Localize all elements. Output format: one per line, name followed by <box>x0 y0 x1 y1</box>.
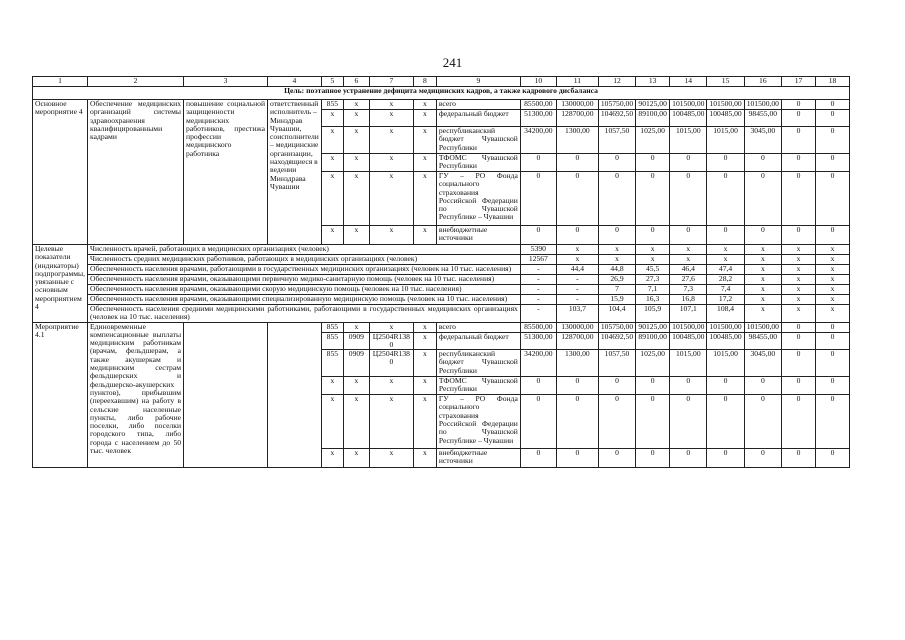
table-cell: 0 <box>598 377 635 395</box>
indicator-value: - <box>556 285 598 295</box>
table-cell: 89100,00 <box>636 332 670 350</box>
program-table <box>32 76 850 468</box>
table-cell: 855 <box>321 322 343 332</box>
table-cell: 0 <box>670 377 707 395</box>
table-cell: 0 <box>556 226 598 245</box>
table-cell: 0 <box>636 154 670 172</box>
table-cell: x <box>321 395 343 449</box>
table-cell: 0909 <box>343 332 369 350</box>
indicator-value: 46,4 <box>670 265 707 275</box>
indicator-name: Численность врачей, работающих в медицинских организациях (человек) <box>88 245 521 255</box>
column-number: 10 <box>520 77 556 87</box>
indicators-label: Целевые показатели (индикаторы) подпрограммы, увязанные с основным мероприятием 4 <box>33 245 88 323</box>
table-cell: 0 <box>744 395 781 449</box>
indicator-value: x <box>556 255 598 265</box>
table-cell: 128700,00 <box>556 110 598 127</box>
indicator-value: 44,4 <box>556 265 598 275</box>
event-name: Основное мероприятие 4 <box>33 100 88 245</box>
table-cell: 0 <box>556 377 598 395</box>
table-cell: 0 <box>781 154 815 172</box>
indicator-row <box>33 245 850 255</box>
table-cell: x <box>413 449 436 468</box>
table-cell: x <box>413 395 436 449</box>
indicator-value: x <box>556 245 598 255</box>
table-cell: x <box>343 172 369 226</box>
table-cell: 101500,00 <box>744 100 781 110</box>
table-cell: 0 <box>744 226 781 245</box>
column-number: 11 <box>556 77 598 87</box>
table-cell: 0 <box>781 322 815 332</box>
header-row <box>33 77 850 87</box>
indicator-value: x <box>815 295 849 305</box>
indicator-name: Обеспеченность населения врачами, оказывающими специализированную медицинскую помощь (человек на 10 тыс. населения) <box>88 295 521 305</box>
table-cell: x <box>369 110 413 127</box>
indicator-value: x <box>815 285 849 295</box>
funding-source: ТФОМС Чувашской Республики <box>436 377 520 395</box>
table-cell: 101500,00 <box>707 322 744 332</box>
table-cell: 0 <box>815 110 849 127</box>
table-cell: 0 <box>670 172 707 226</box>
indicator-value: 16,3 <box>636 295 670 305</box>
table-cell: 98455,00 <box>744 332 781 350</box>
table-cell: x <box>369 377 413 395</box>
table-cell: 0 <box>556 172 598 226</box>
table-cell: 0 <box>556 395 598 449</box>
table-cell: 0 <box>781 377 815 395</box>
indicator-value: - <box>520 295 556 305</box>
table-cell: 101500,00 <box>707 100 744 110</box>
table-cell: 0 <box>707 226 744 245</box>
table-cell: 0 <box>744 172 781 226</box>
table-cell: 98455,00 <box>744 110 781 127</box>
indicator-value: x <box>744 275 781 285</box>
table-cell: 1015,00 <box>707 350 744 377</box>
funding-source: внебюджетные источники <box>436 449 520 468</box>
table-cell: 0 <box>670 449 707 468</box>
funding-source: республиканский бюджет Чувашской Республики <box>436 127 520 154</box>
indicator-value: 104,4 <box>598 305 635 323</box>
table-cell: 0 <box>520 395 556 449</box>
table-cell: 101500,00 <box>744 322 781 332</box>
table-cell: 34200,00 <box>520 350 556 377</box>
indicator-value: 44,8 <box>598 265 635 275</box>
table-cell: x <box>369 226 413 245</box>
table-cell: 0 <box>781 127 815 154</box>
event-task: повышение социальной защищенности медицинских работников, престижа профессии медицинского работника <box>184 100 268 245</box>
table-cell: 1025,00 <box>636 350 670 377</box>
indicator-value: 16,8 <box>670 295 707 305</box>
indicator-name: Численность средних медицинских работников, работающих в медицинских организациях (человек) <box>88 255 521 265</box>
table-cell: x <box>369 172 413 226</box>
column-number: 8 <box>413 77 436 87</box>
table-cell: 1300,00 <box>556 350 598 377</box>
table-cell: x <box>369 100 413 110</box>
table-cell: 0 <box>636 395 670 449</box>
table-cell: 0 <box>744 377 781 395</box>
table-cell: 0 <box>670 154 707 172</box>
indicator-value: - <box>520 275 556 285</box>
table-cell: 0 <box>781 395 815 449</box>
table-cell: 0 <box>815 172 849 226</box>
column-number: 13 <box>636 77 670 87</box>
event-description: Обеспечение медицинских организаций системы здравоохранения квалифицированными кадрами <box>88 100 184 245</box>
table-cell: 855 <box>321 100 343 110</box>
table-cell: x <box>321 226 343 245</box>
indicator-row <box>33 275 850 285</box>
event-name: Мероприятие 4.1 <box>33 322 88 468</box>
table-cell: 0 <box>598 172 635 226</box>
indicator-value: 108,4 <box>707 305 744 323</box>
table-cell: 0 <box>520 226 556 245</box>
indicator-value: 27,6 <box>670 275 707 285</box>
table-cell: x <box>369 449 413 468</box>
indicator-value: - <box>556 275 598 285</box>
funding-source: федеральный бюджет <box>436 110 520 127</box>
indicator-value: x <box>670 245 707 255</box>
column-number: 15 <box>707 77 744 87</box>
indicator-name: Обеспеченность населения врачами, работающими в государственных медицинских организациях (человек на 10 тыс. населения) <box>88 265 521 275</box>
indicator-value: 17,2 <box>707 295 744 305</box>
table-cell: 0 <box>781 110 815 127</box>
indicator-value: x <box>636 245 670 255</box>
table-cell: 0 <box>815 322 849 332</box>
table-cell: x <box>413 226 436 245</box>
indicator-value: x <box>598 255 635 265</box>
column-number: 18 <box>815 77 849 87</box>
indicator-value: x <box>781 295 815 305</box>
table-cell: x <box>413 127 436 154</box>
table-cell: 0 <box>781 350 815 377</box>
indicator-value: - <box>556 295 598 305</box>
indicator-value: x <box>744 305 781 323</box>
table-cell: 0 <box>781 226 815 245</box>
table-cell: x <box>321 449 343 468</box>
indicator-value: x <box>598 245 635 255</box>
table-cell: 0 <box>636 449 670 468</box>
indicator-value: 15,9 <box>598 295 635 305</box>
table-cell: 0 <box>707 154 744 172</box>
table-cell: 130000,00 <box>556 100 598 110</box>
table-cell: 0 <box>636 172 670 226</box>
indicator-value: x <box>781 255 815 265</box>
indicator-value: x <box>781 265 815 275</box>
indicator-value: 103,7 <box>556 305 598 323</box>
table-cell: 0 <box>815 332 849 350</box>
indicator-value: x <box>707 245 744 255</box>
table-cell: 51300,00 <box>520 110 556 127</box>
table-cell: x <box>343 154 369 172</box>
table-cell: 855 <box>321 350 343 377</box>
table-cell: Ц2504R1380 <box>369 332 413 350</box>
table-cell: x <box>343 449 369 468</box>
table-cell: x <box>369 322 413 332</box>
table-row <box>33 100 850 110</box>
indicator-value: x <box>744 295 781 305</box>
table-cell: 0 <box>707 395 744 449</box>
table-cell: x <box>343 322 369 332</box>
indicator-value: x <box>636 255 670 265</box>
table-cell: 0 <box>636 226 670 245</box>
table-cell: 0 <box>815 127 849 154</box>
table-cell: 100485,00 <box>707 332 744 350</box>
table-cell: 0909 <box>343 350 369 377</box>
table-cell: 3045,00 <box>744 127 781 154</box>
table-cell: 85500,00 <box>520 100 556 110</box>
table-cell: x <box>321 172 343 226</box>
indicator-value: x <box>707 255 744 265</box>
column-number: 5 <box>321 77 343 87</box>
funding-source: ГУ – РО Фонда социального страхования Российской Федерации по Чувашской Республике – Чувашии <box>436 395 520 449</box>
indicator-name: Обеспеченность населения врачами, оказывающими первичную медико-санитарную помощь (человек на 10 тыс. населения) <box>88 275 521 285</box>
table-cell: 1025,00 <box>636 127 670 154</box>
indicator-value: - <box>520 305 556 323</box>
table-cell: x <box>321 154 343 172</box>
indicator-name: Обеспеченность населения средними медицинскими работниками, работающими в государственных медицинских организациях (человек на 10 тыс. населения) <box>88 305 521 323</box>
table-cell: 0 <box>781 100 815 110</box>
indicator-value: x <box>815 265 849 275</box>
indicator-value: 105,9 <box>636 305 670 323</box>
indicator-value: 7,4 <box>707 285 744 295</box>
table-cell: 0 <box>598 449 635 468</box>
table-cell: 100485,00 <box>670 332 707 350</box>
table-cell: x <box>413 377 436 395</box>
column-number: 4 <box>268 77 322 87</box>
column-number: 14 <box>670 77 707 87</box>
table-cell: 0 <box>670 226 707 245</box>
table-cell: 1300,00 <box>556 127 598 154</box>
event-executor <box>268 322 322 468</box>
indicator-value: 7,1 <box>636 285 670 295</box>
table-cell: x <box>343 226 369 245</box>
page-number: 241 <box>442 55 463 70</box>
event-executor: ответственный исполнитель – Минздрав Чувашии, соисполнители – медицинские организации, находящиеся в ведении Минздрава Чувашии <box>268 100 322 245</box>
table-cell: 0 <box>707 172 744 226</box>
column-number: 12 <box>598 77 635 87</box>
table-cell: x <box>369 154 413 172</box>
table-cell: 128700,00 <box>556 332 598 350</box>
table-cell: 855 <box>321 332 343 350</box>
table-cell: x <box>369 127 413 154</box>
table-row <box>33 322 850 332</box>
table-cell: 105750,00 <box>598 100 635 110</box>
table-cell: x <box>321 110 343 127</box>
table-cell: 105750,00 <box>598 322 635 332</box>
table-cell: x <box>413 332 436 350</box>
column-number: 9 <box>436 77 520 87</box>
indicator-value: 26,9 <box>598 275 635 285</box>
table-cell: 0 <box>815 154 849 172</box>
table-cell: x <box>343 395 369 449</box>
indicator-row <box>33 265 850 275</box>
funding-source: республиканский бюджет Чувашской Республики <box>436 350 520 377</box>
table-cell: 101500,00 <box>670 100 707 110</box>
indicator-value: 47,4 <box>707 265 744 275</box>
table-cell: 104692,50 <box>598 332 635 350</box>
indicator-value: 27,3 <box>636 275 670 285</box>
table-cell: 130000,00 <box>556 322 598 332</box>
table-cell: 0 <box>670 395 707 449</box>
table-cell: 0 <box>598 154 635 172</box>
table-cell: 0 <box>744 154 781 172</box>
indicator-value: x <box>744 245 781 255</box>
table-cell: 0 <box>520 172 556 226</box>
indicator-value: x <box>815 305 849 323</box>
funding-source: всего <box>436 100 520 110</box>
table-cell: 0 <box>520 449 556 468</box>
table-cell: x <box>413 350 436 377</box>
table-cell: 1057,50 <box>598 127 635 154</box>
table-cell: x <box>413 110 436 127</box>
event-task <box>184 322 268 468</box>
column-number: 2 <box>88 77 184 87</box>
funding-source: ГУ – РО Фонда социального страхования Российской Федерации по Чувашской Республике – Чувашии <box>436 172 520 226</box>
indicator-value: x <box>815 245 849 255</box>
table-cell: 0 <box>556 449 598 468</box>
table-cell: 1015,00 <box>707 127 744 154</box>
table-cell: 100485,00 <box>707 110 744 127</box>
table-cell: 90125,00 <box>636 100 670 110</box>
table-cell: 0 <box>815 100 849 110</box>
column-number: 17 <box>781 77 815 87</box>
indicator-value: x <box>744 265 781 275</box>
table-cell: 1015,00 <box>670 350 707 377</box>
indicator-value: x <box>815 275 849 285</box>
table-cell: x <box>343 110 369 127</box>
table-cell: 0 <box>815 377 849 395</box>
table-cell: 90125,00 <box>636 322 670 332</box>
table-cell: 0 <box>815 449 849 468</box>
indicator-value: 7,3 <box>670 285 707 295</box>
column-number: 16 <box>744 77 781 87</box>
indicator-row <box>33 295 850 305</box>
table-cell: 0 <box>598 395 635 449</box>
table-cell: x <box>413 322 436 332</box>
indicator-value: 5390 <box>520 245 556 255</box>
indicator-row <box>33 255 850 265</box>
table-cell: 89100,00 <box>636 110 670 127</box>
table-cell: 0 <box>781 172 815 226</box>
indicator-row <box>33 305 850 323</box>
indicator-value: x <box>744 255 781 265</box>
table-cell: 0 <box>707 377 744 395</box>
table-cell: x <box>343 127 369 154</box>
table-cell: 104692,50 <box>598 110 635 127</box>
funding-source: федеральный бюджет <box>436 332 520 350</box>
indicator-value: 107,1 <box>670 305 707 323</box>
table-cell: 0 <box>556 154 598 172</box>
indicator-value: 12567 <box>520 255 556 265</box>
column-number: 6 <box>343 77 369 87</box>
table-cell: 100485,00 <box>670 110 707 127</box>
table-cell: x <box>321 127 343 154</box>
indicator-name: Обеспеченность населения врачами, оказывающими скорую медицинскую помощь (человек на 10 тыс. населения) <box>88 285 521 295</box>
goal-text: Цель: поэтапное устранение дефицита медицинских кадров, а также кадрового дисбаланса <box>33 87 850 100</box>
indicator-value: x <box>781 245 815 255</box>
table-cell: 51300,00 <box>520 332 556 350</box>
indicator-value: x <box>781 285 815 295</box>
table-cell: 101500,00 <box>670 322 707 332</box>
indicator-value: 45,5 <box>636 265 670 275</box>
table-cell: 0 <box>520 377 556 395</box>
indicator-value: x <box>781 275 815 285</box>
table-cell: 1015,00 <box>670 127 707 154</box>
column-number: 3 <box>184 77 268 87</box>
indicator-value: 7 <box>598 285 635 295</box>
table-cell: x <box>413 100 436 110</box>
table-cell: 0 <box>781 332 815 350</box>
indicator-value: - <box>520 285 556 295</box>
table-cell: 0 <box>520 154 556 172</box>
table-cell: x <box>369 395 413 449</box>
table-cell: x <box>343 100 369 110</box>
indicator-value: x <box>781 305 815 323</box>
column-number: 1 <box>33 77 88 87</box>
indicator-value: x <box>670 255 707 265</box>
funding-source: всего <box>436 322 520 332</box>
table-cell: 0 <box>815 226 849 245</box>
table-cell: x <box>343 377 369 395</box>
indicator-value: 28,2 <box>707 275 744 285</box>
table-cell: 1057,50 <box>598 350 635 377</box>
table-cell: 85500,00 <box>520 322 556 332</box>
table-cell: 3045,00 <box>744 350 781 377</box>
event-description: Единовременные компенсационные выплаты медицинским работникам (врачам, фельдшерам, а также акушеркам и медицинским сестрам фельдшерских и фельдшерско-акушерских пунктов), прибывшим (переехавшим) на работу в сельские населенные пункты, либо рабочие поселки, либо поселки городского типа, либо города с населением до 50 тыс. человек <box>88 322 184 468</box>
indicator-row <box>33 285 850 295</box>
indicator-value: x <box>744 285 781 295</box>
table-cell: x <box>413 172 436 226</box>
goal-row <box>33 87 850 100</box>
table-cell: Ц2504R1380 <box>369 350 413 377</box>
table-cell: x <box>321 377 343 395</box>
table-cell: 0 <box>815 395 849 449</box>
indicator-value: x <box>815 255 849 265</box>
funding-source: ТФОМС Чувашской Республики <box>436 154 520 172</box>
column-number: 7 <box>369 77 413 87</box>
table-cell: 0 <box>744 449 781 468</box>
table-cell: 0 <box>815 350 849 377</box>
table-cell: 0 <box>781 449 815 468</box>
funding-source: внебюджетные источники <box>436 226 520 245</box>
table-cell: 34200,00 <box>520 127 556 154</box>
table-cell: 0 <box>636 377 670 395</box>
table-cell: x <box>413 154 436 172</box>
indicator-value: - <box>520 265 556 275</box>
table-cell: 0 <box>598 226 635 245</box>
table-cell: 0 <box>707 449 744 468</box>
